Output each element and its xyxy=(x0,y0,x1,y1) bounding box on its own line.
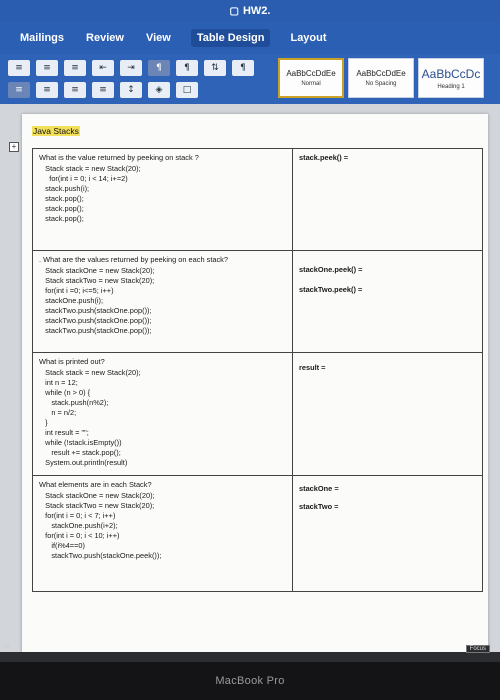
document-title: Java Stacks xyxy=(33,126,79,136)
style-heading-1[interactable] xyxy=(418,58,484,98)
answer-label: stackTwo = xyxy=(299,502,339,511)
answer-label: stackOne.peek() = xyxy=(299,265,363,274)
align-right-icon[interactable]: ≡ xyxy=(64,82,86,98)
alignment-tools-row xyxy=(8,82,198,98)
multilevel-list-icon[interactable]: ≡ xyxy=(64,60,86,76)
table-row xyxy=(33,476,483,592)
answer-spacer xyxy=(299,275,476,285)
numbering-icon[interactable]: ≡ xyxy=(36,60,58,76)
tab-review[interactable]: Review xyxy=(86,32,124,44)
text-direction-icon[interactable]: ¶ xyxy=(176,60,198,76)
page-indicator: 5) xyxy=(4,645,10,651)
shading-icon[interactable]: ◈ xyxy=(148,82,170,98)
borders-icon[interactable]: □ xyxy=(176,82,198,98)
ribbon-tabs xyxy=(0,22,500,54)
focus-button[interactable]: Focus xyxy=(466,645,490,653)
table-row xyxy=(33,251,483,353)
paragraph-tools-row xyxy=(8,60,254,76)
decrease-indent-icon[interactable]: ⇤ xyxy=(92,60,114,76)
answer-label: stack.peek() = xyxy=(299,153,349,162)
answer-cell-2[interactable] xyxy=(293,251,483,353)
line-spacing-icon[interactable]: ↕ xyxy=(120,82,142,98)
question-cell-1[interactable]: What is the value returned by peeking on stack ? Stack stack = new Stack(20); for(int i = 0; i < 14; i+=2) stack.push(i); stack.pop(); stack.pop(); stack.pop(); xyxy=(33,149,293,251)
align-center-icon[interactable]: ≡ xyxy=(36,82,58,98)
device-label: MacBook Pro xyxy=(215,675,285,687)
answer-cell-3[interactable] xyxy=(293,353,483,476)
answer-cell-4[interactable] xyxy=(293,476,483,592)
answer-cell-1[interactable] xyxy=(293,149,483,251)
questions-table xyxy=(32,148,483,592)
style-no-spacing-label: No Spacing xyxy=(365,81,397,87)
style-no-spacing[interactable] xyxy=(348,58,414,98)
align-left-icon[interactable]: ≡ xyxy=(8,82,30,98)
question-cell-2[interactable]: . What are the values returned by peeking on each stack? Stack stackOne = new Stack(20); Stack stackTwo = new Stack(20); for(int i =0; i<=5; i++) stackOne.push(i); stackTwo.push(stackOne.pop()); stackTwo.push(stackOne.pop()); stackTwo.push(stackOne.pop()); xyxy=(33,251,293,353)
answer-label: stackTwo.peek() = xyxy=(299,285,363,294)
ribbon-toolbar xyxy=(0,54,500,104)
document-page[interactable] xyxy=(11,114,488,652)
style-normal-preview: AaBbCcDdEe xyxy=(286,69,336,78)
table-row xyxy=(33,353,483,476)
window-title-bar xyxy=(0,0,500,22)
style-heading-1-label: Heading 1 xyxy=(437,83,465,90)
laptop-bezel xyxy=(0,662,500,700)
pilcrow-icon[interactable]: ¶ xyxy=(232,60,254,76)
bullets-icon[interactable]: ≡ xyxy=(8,60,30,76)
style-heading-1-preview: AaBbCcDc xyxy=(421,66,481,81)
styles-gallery xyxy=(278,58,484,98)
sort-icon[interactable]: ⇅ xyxy=(204,60,226,76)
style-normal-label: Normal xyxy=(301,81,321,87)
tab-layout[interactable]: Layout xyxy=(290,32,327,44)
tab-mailings[interactable]: Mailings xyxy=(20,32,65,44)
answer-label: result = xyxy=(299,363,326,372)
show-formatting-icon[interactable]: ¶ xyxy=(148,60,170,76)
style-no-spacing-preview: AaBbCcDdEe xyxy=(356,69,406,78)
status-bar xyxy=(0,652,500,662)
question-cell-4[interactable]: What elements are in each Stack? Stack stackOne = new Stack(20); Stack stackTwo = new Stack(20); for(int i = 0; i < 7; i++) stackOne.push(i+2); for(int i = 0; i < 10; i++) if(i%4==0) stackTwo.push(stackOne.peek()); xyxy=(33,476,293,592)
answer-label: stackOne = xyxy=(299,484,339,493)
document-icon: ▢ xyxy=(229,5,239,17)
tab-view[interactable]: View xyxy=(145,32,171,44)
window-title: HW2. xyxy=(242,5,271,17)
table-row xyxy=(33,149,483,251)
document-area xyxy=(0,104,500,652)
style-normal[interactable] xyxy=(278,58,344,98)
increase-indent-icon[interactable]: ⇥ xyxy=(120,60,142,76)
question-cell-3[interactable]: What is printed out? Stack stack = new Stack(20); int n = 12; while (n > 0) { stack.push(n%2); n = n/2; } int result = ""; while (!stack.isEmpty()) result += stack.pop(); System.out.println(result) xyxy=(33,353,293,476)
tab-table-design[interactable]: Table Design xyxy=(191,29,271,47)
justify-icon[interactable]: ≡ xyxy=(92,82,114,98)
table-move-handle-icon[interactable]: + xyxy=(9,142,19,152)
